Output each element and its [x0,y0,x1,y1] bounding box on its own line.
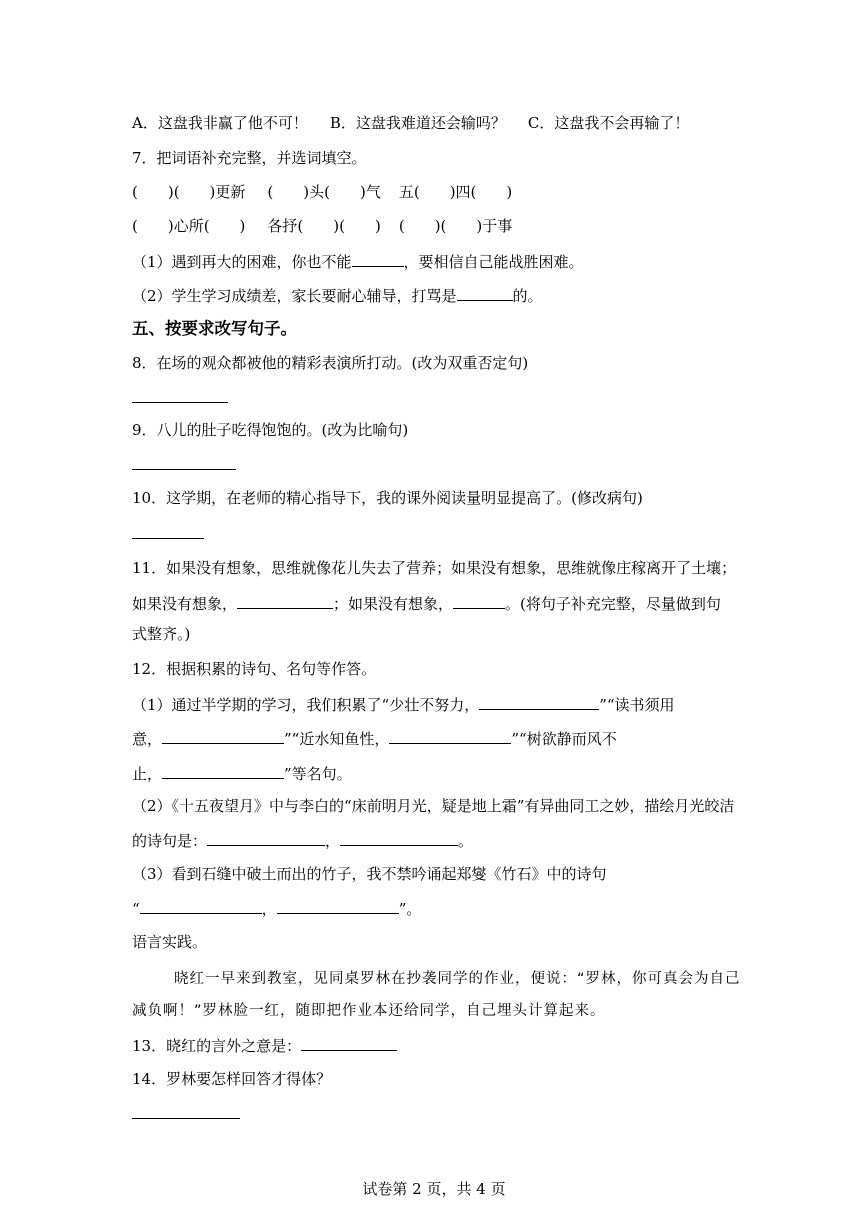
q12-blank-1[interactable] [479,693,599,710]
q14-prompt: 14．罗林要怎样回答才得体？ [132,1070,332,1088]
q11-line-2: 如果没有想象， ；如果没有想象， 。(将句子补充完整，尽量做到句 [132,592,721,614]
q10-prompt: 10．这学期，在老师的精心指导下，我的课外阅读量明显提高了。(修改病句) [132,489,643,507]
q7-row1 [132,182,512,202]
q12-blank-3[interactable] [389,727,511,744]
q7-sentence-1: （1）遇到再大的困难，你也不能 ，要相信自己能战胜困难。 [132,250,584,272]
q12-blank-4[interactable] [162,762,284,779]
q7-idiom-1: ( )( )更新 [132,183,246,201]
q6-options [132,113,689,133]
q12-blank-7[interactable] [140,897,262,914]
q7-idiom-6: ( )( )于事 [398,217,513,235]
q13-prompt: 13．晓红的言外之意是： [132,1037,302,1055]
q12-prompt: 12．根据积累的诗句、名句等作答。 [132,660,377,678]
q10-answer-line[interactable] [132,537,204,539]
page-footer: 试卷第 2 页，共 4 页 [362,1180,506,1198]
q11-blank-2[interactable] [453,592,505,609]
q12-part3-line2: “ ， ”。 [132,897,421,919]
q12-part1-line3: 止， ”等名句。 [132,762,352,784]
q7-idiom-2: ( )头( )气 [267,183,381,201]
q12-part2-line1: （2）《十五夜望月》中与李白的“床前明月光，疑是地上霜”有异曲同工之妙，描绘月光皎洁 [132,797,735,815]
practice-title: 语言实践。 [132,933,208,951]
section-heading: 五、按要求改写句子。 [132,319,297,338]
q7-blank-1[interactable] [352,250,404,267]
q12-blank-8[interactable] [277,897,399,914]
q6-option-a: A．这盘我非赢了他不可！ [132,114,308,132]
q7-blank-2[interactable] [457,284,513,301]
q7-row2 [132,216,512,236]
q7-idiom-3: 五( )四( ) [398,183,513,201]
story-line-1: 晓红一早来到教室，见同桌罗林在抄袭同学的作业，便说：“罗林，你可真会为自己 [174,971,741,987]
q12-blank-2[interactable] [162,727,284,744]
q11-line-3: 式整齐。) [132,625,191,643]
q12-part1-line2: 意， ”“近水知鱼性， ”“树欲静而风不 [132,727,617,749]
q7-idiom-5: 各抒( )( ) [267,217,381,235]
q6-option-c: C．这盘我不会再输了！ [527,114,690,132]
q7-sentence-2: （2）学生学习成绩差，家长要耐心辅导，打骂是 的。 [132,284,543,306]
q6-option-b: B．这盘我难道还会输吗？ [329,114,506,132]
q8-prompt: 8．在场的观众都被他的精彩表演所打动。(改为双重否定句) [132,354,529,372]
q11-line-1: 11．如果没有想象，思维就像花儿失去了营养；如果没有想象，思维就像庄稼离开了土壤； [132,559,737,577]
q13-blank[interactable] [301,1034,397,1051]
q9-prompt: 9．八儿的肚子吃得饱饱的。(改为比喻句) [132,421,409,439]
q7-prompt: 7．把词语补充完整，并选词填空。 [132,149,367,167]
q12-blank-5[interactable] [207,829,325,846]
q8-answer-line[interactable] [132,401,228,403]
q7-idiom-4: ( )心所( ) [132,217,246,235]
q12-part3-line1: （3）看到石缝中破土而出的竹子，我不禁吟诵起郑燮《竹石》中的诗句 [132,865,607,883]
q13-line [132,1034,397,1056]
q9-answer-line[interactable] [132,468,236,470]
q12-part1-line1: （1）通过半学期的学习，我们积累了“少壮不努力， ”“读书须用 [132,693,675,715]
q12-blank-6[interactable] [340,829,458,846]
q12-part2-line2: 的诗句是： ， 。 [132,829,473,851]
story-line-2: 减负啊！”罗林脸一红，随即把作业本还给同学，自己埋头计算起来。 [132,1003,606,1019]
q14-answer-line[interactable] [132,1117,240,1119]
q11-blank-1[interactable] [237,592,333,609]
